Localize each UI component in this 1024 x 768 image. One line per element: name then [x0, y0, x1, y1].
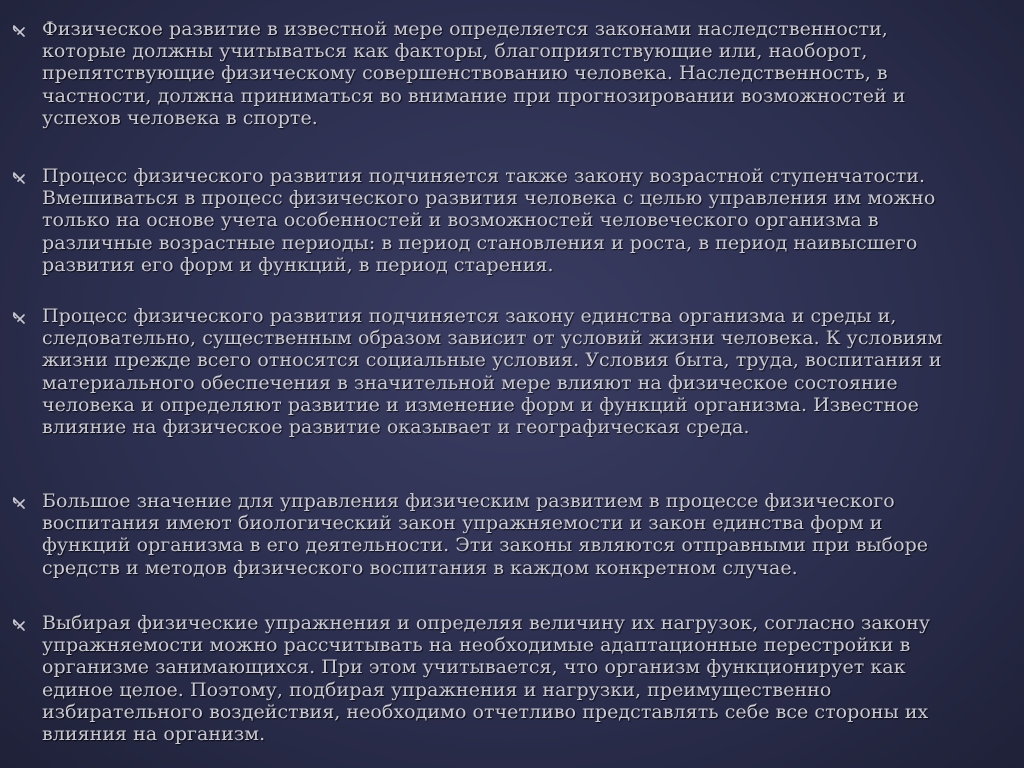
paragraph-text: Процесс физического развития подчиняется закону единства организма и среды и, следовательно, существенным образом зависит от условий жизни человека. К условиям жизни прежде всего относятся социальные условия. Условия быта, труда, воспитания и материального обеспечения в значительной мере влияют на физическое состояние человека и определяют развитие и изменение форм и функций организма. Известное влияние на физическое развитие оказывает и географическая среда. [42, 305, 943, 439]
paragraph-text: Большое значение для управления физическим развитием в процессе физического воспитания имеют биологический закон упражняемости и закон единства форм и функций организма в его деятельности. Эти законы являются отправными при выборе средств и методов физического воспитания в каждом конкретном случае. [42, 490, 929, 579]
fancy-bullet-icon [12, 311, 26, 325]
fancy-bullet-icon [12, 24, 26, 38]
fancy-bullet-icon [12, 496, 26, 510]
paragraph-text: Процесс физического развития подчиняется также закону возрастной ступенчатости. Вмешиваться в процесс физического развития человека с целью управления им можно только на основе учета особенностей и возможностей человеческого организма в различные возрастные периоды: в период становления и роста, в период наивысшего развития его форм и функций, в период старения. [42, 165, 936, 276]
fancy-bullet-icon [12, 171, 26, 185]
fancy-bullet-icon [12, 618, 26, 632]
paragraph-text: Выбирая физические упражнения и определяя величину их нагрузок, согласно закону упражняемости можно рассчитывать на необходимые адаптационные перестройки в организме занимающихся. При этом учитывается, что организм функционирует как единое целое. Поэтому, подбирая упражнения и нагрузки, преимущественно избирательного воздействия, необходимо отчетливо представлять себе все стороны их влияния на организм. [42, 612, 931, 746]
paragraph-text: Физическое развитие в известной мере определяется законами наследственности, которые должны учитываться как факторы, благоприятствующие или, наоборот, препятствующие физическому совершенствованию человека. Наследственность, в частности, должна приниматься во внимание при прогнозировании возможностей и успехов человека в спорте. [42, 18, 906, 129]
